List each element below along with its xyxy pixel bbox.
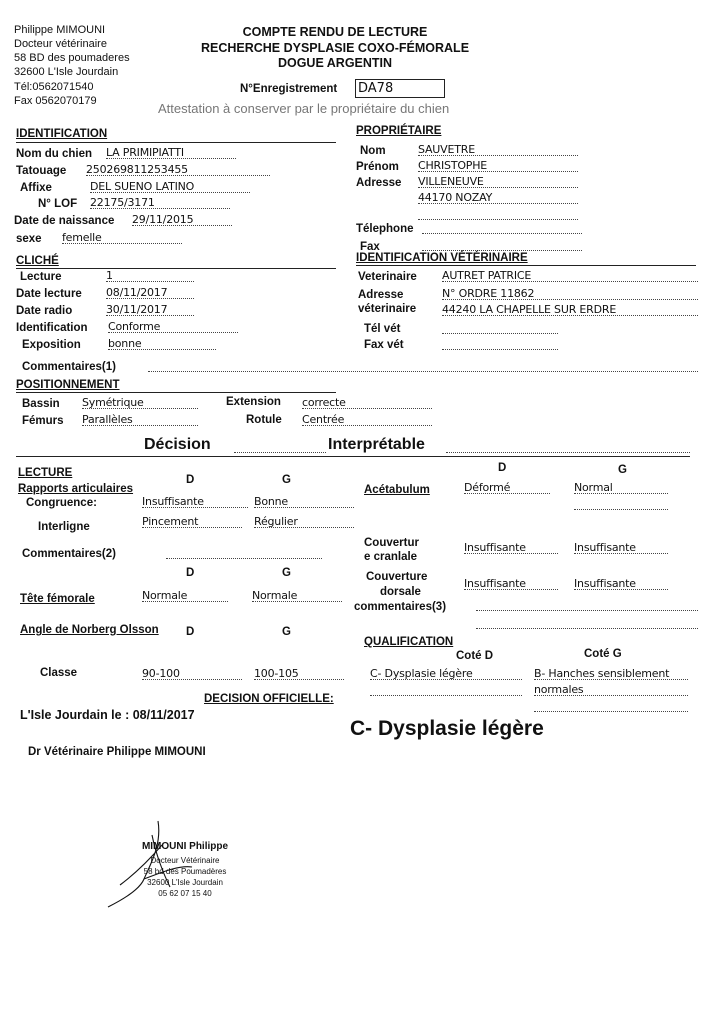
tete-col-d: D: [186, 567, 195, 579]
comments3-value-2: [476, 616, 698, 629]
registration-value: DA78: [355, 79, 445, 98]
bassin-label: Bassin: [22, 398, 60, 410]
extension-value: correcte: [302, 396, 432, 409]
vet-fax-label: Fax vét: [364, 339, 404, 351]
cote-g-value-2: normales: [534, 683, 688, 696]
owner-lastname-label: Nom: [360, 145, 386, 157]
decision-dots: [234, 440, 326, 453]
decision-value: Interprétable: [328, 436, 425, 453]
rotule-label: Rotule: [246, 414, 282, 426]
tete-label: Tête fémorale: [20, 593, 95, 605]
stamp-line-4: 05 62 07 15 40: [158, 889, 212, 898]
interligne-label: Interligne: [38, 521, 90, 533]
norberg-col-d: D: [186, 626, 195, 638]
classe-g: 100-105: [254, 667, 344, 680]
dog-name-value: LA PRIMIPIATTI: [106, 146, 236, 159]
bassin-value: Symétrique: [82, 396, 198, 409]
cote-d-value: C- Dysplasie légère: [370, 667, 522, 680]
acetabulum-g: Normal: [574, 481, 668, 494]
lecture-col-d: D: [186, 474, 195, 486]
owner-firstname-label: Prénom: [356, 161, 399, 173]
affixe-value: DEL SUENO LATINO: [90, 180, 250, 193]
femurs-label: Fémurs: [22, 415, 64, 427]
doc-title-line1: COMPTE RENDU DE LECTURE: [242, 25, 428, 39]
sex-label: sexe: [16, 233, 42, 245]
classe-label: Classe: [40, 667, 78, 679]
signature-scribble: [100, 815, 230, 915]
reading-label: Lecture: [20, 271, 62, 283]
affixe-label: Affixe: [20, 182, 52, 194]
registration-label: N°Enregistrement: [240, 83, 338, 95]
comments3-label: commentaires(3): [354, 601, 447, 613]
owner-heading: PROPRIÉTAIRE: [356, 125, 442, 137]
vet-id-value: AUTRET PATRICE: [442, 269, 698, 282]
reading-date-label: Date lecture: [16, 288, 82, 300]
positioning-heading: POSITIONNEMENT: [16, 379, 120, 391]
sex-value: femelle: [62, 231, 182, 244]
cote-g-label: Coté G: [584, 648, 622, 660]
dog-name-label: Nom du chien: [16, 148, 93, 160]
acetabulum-label: Acétabulum: [364, 484, 430, 496]
decision-label: Décision: [144, 436, 211, 453]
tete-g: Normale: [252, 589, 342, 602]
lecture-heading: LECTURE: [18, 467, 73, 479]
vet-fax: Fax 0562070179: [14, 95, 97, 107]
owner-address-label: Adresse: [356, 177, 402, 189]
congruence-g: Bonne: [254, 495, 354, 508]
couv-dors-label-1: Couverture: [366, 571, 428, 583]
couv-cran-d: Insuffisante: [464, 541, 558, 554]
couv-dors-g: Insuffisante: [574, 577, 668, 590]
cote-d-label: Coté D: [456, 650, 494, 662]
official-heading: DECISION OFFICIELLE:: [204, 693, 334, 705]
lof-value: 22175/3171: [90, 196, 230, 209]
vet-address-1: N° ORDRE 11862: [442, 287, 698, 300]
vet-address-1: 58 BD des poumaderes: [14, 52, 130, 64]
extension-label: Extension: [226, 396, 281, 408]
birth-value: 29/11/2015: [132, 213, 232, 226]
norberg-col-g: G: [282, 626, 291, 638]
acetabulum-g-2: [574, 497, 668, 510]
couv-dors-d: Insuffisante: [464, 577, 558, 590]
owner-lastname-value: SAUVETRE: [418, 143, 578, 156]
vet-tel-label: Tél vét: [364, 323, 401, 335]
birth-label: Date de naissance: [14, 215, 115, 227]
divider: [16, 456, 690, 457]
stamp-name: MIMOUNI Philippe: [141, 841, 229, 852]
cote-d-dots: [370, 683, 522, 696]
comments1-label: Commentaires(1): [22, 361, 116, 373]
vet-address-2: 32600 L'Isle Jourdain: [14, 66, 119, 78]
tattoo-value: 250269811253455: [86, 163, 270, 176]
congruence-label: Congruence:: [26, 497, 97, 509]
acetabulum-d: Déformé: [464, 481, 550, 494]
cliche-heading: CLICHÉ: [16, 255, 59, 267]
identification-check-label: Identification: [16, 322, 88, 334]
decision-dots-2: [446, 440, 690, 453]
divider: [356, 265, 696, 266]
acetabulum-col-g: G: [618, 464, 627, 476]
qualification-heading: QUALIFICATION: [364, 636, 454, 648]
stamp-line-1: Docteur Vétérinaire: [150, 856, 220, 865]
exposure-value: bonne: [108, 337, 216, 350]
official-place-date: L'Isle Jourdain le : 08/11/2017: [20, 708, 195, 722]
reading-date-value: 08/11/2017: [106, 286, 194, 299]
couv-cran-label-1: Couvertur: [364, 537, 419, 549]
owner-address-3: [418, 207, 578, 220]
classe-d: 90-100: [142, 667, 242, 680]
femurs-value: Parallèles: [82, 413, 198, 426]
vet-name: Philippe MIMOUNI: [14, 24, 106, 36]
owner-phone-value: [422, 221, 582, 234]
comments1-value: [148, 359, 698, 372]
radio-date-label: Date radio: [16, 305, 73, 317]
tete-col-g: G: [282, 567, 291, 579]
divider: [16, 142, 336, 143]
lecture-col-g: G: [282, 474, 291, 486]
rapports-label: Rapports articulaires: [18, 483, 134, 495]
stamp-line-3: 32600 L'Isle Jourdain: [147, 878, 223, 887]
vet-address-label-1: Adresse: [358, 289, 404, 301]
comments3-value: [476, 598, 698, 611]
vet-tel-value: [442, 321, 558, 334]
vet-id-label: Veterinaire: [358, 271, 417, 283]
owner-fax-label: Fax: [360, 241, 380, 253]
interligne-g: Régulier: [254, 515, 354, 528]
stamp-line-2: 58 bd des Poumadères: [143, 867, 227, 876]
signatory: Dr Vétérinaire Philippe MIMOUNI: [28, 746, 206, 758]
cote-g-value-1: B- Hanches sensiblement: [534, 667, 688, 680]
couv-dors-label-2: dorsale: [380, 586, 421, 598]
lof-label: N° LOF: [38, 198, 78, 210]
rotule-value: Centrée: [302, 413, 432, 426]
owner-address-2: 44170 NOZAY: [418, 191, 578, 204]
owner-phone-label: Télephone: [356, 223, 414, 235]
doc-title-line3: DOGUE ARGENTIN: [277, 56, 393, 70]
doc-title-line2: RECHERCHE DYSPLASIE COXO-FÉMORALE: [200, 41, 470, 55]
vet-id-heading: IDENTIFICATION VÉTÉRINAIRE: [356, 252, 528, 264]
divider: [16, 392, 336, 393]
owner-address-1: VILLENEUVE: [418, 175, 578, 188]
acetabulum-col-d: D: [498, 462, 507, 474]
vet-address-label-2: véterinaire: [358, 303, 417, 315]
comments2-label: Commentaires(2): [22, 548, 116, 560]
reading-value: 1: [106, 269, 194, 282]
radio-date-value: 30/11/2017: [106, 303, 194, 316]
identification-heading: IDENTIFICATION: [16, 128, 108, 140]
attestation-note: Attestation à conserver par le propriétaire du chien: [158, 101, 450, 116]
congruence-d: Insuffisante: [142, 495, 248, 508]
norberg-label: Angle de Norberg Olsson: [20, 624, 159, 636]
exposure-label: Exposition: [22, 339, 81, 351]
owner-fax-value: [422, 238, 582, 251]
couv-cran-g: Insuffisante: [574, 541, 668, 554]
comments2-value: [166, 546, 322, 559]
vet-title: Docteur vétérinaire: [14, 38, 107, 50]
official-result: C- Dysplasie légère: [350, 717, 544, 740]
interligne-d: Pincement: [142, 515, 242, 528]
vet-fax-value: [442, 337, 558, 350]
owner-firstname-value: CHRISTOPHE: [418, 159, 578, 172]
tete-d: Normale: [142, 589, 228, 602]
tattoo-label: Tatouage: [16, 165, 67, 177]
cote-g-dots: [534, 699, 688, 712]
identification-check-value: Conforme: [108, 320, 238, 333]
vet-tel: Tél:0562071540: [14, 81, 94, 93]
couv-cran-label-2: e cranlale: [364, 551, 418, 563]
vet-address-2: 44240 LA CHAPELLE SUR ERDRE: [442, 303, 698, 316]
